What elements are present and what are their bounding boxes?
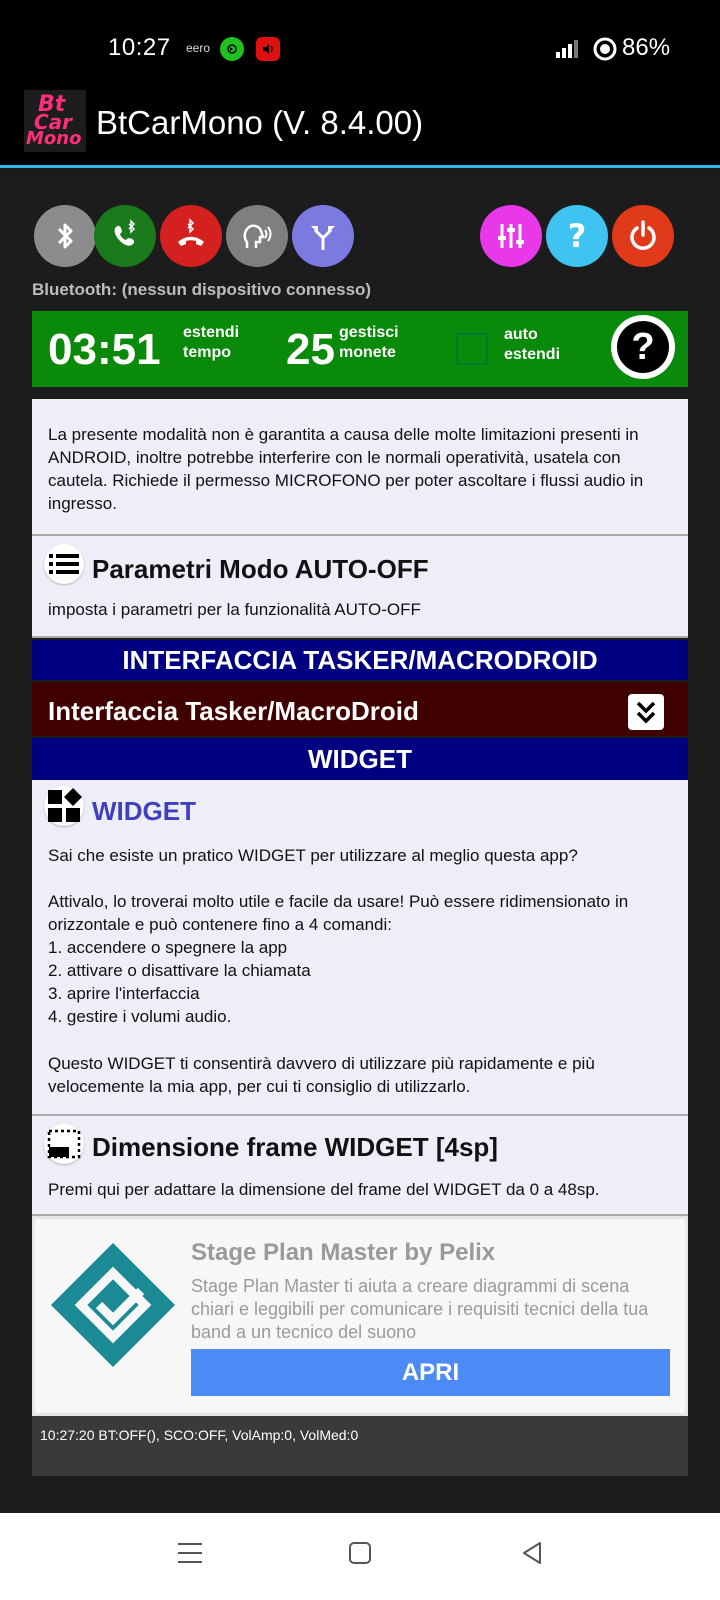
home-icon[interactable]	[348, 1541, 372, 1565]
app-bar	[0, 78, 720, 168]
svg-text:?: ?	[567, 218, 587, 254]
widget-recommendation: Questo WIDGET ti consentirà davvero di utilizzare più rapidamente e più velocemente la mia app, per cui ti consiglio di utilizzarlo.	[48, 1054, 595, 1096]
auto-extend-label: auto estendi	[504, 326, 561, 363]
log-text: 10:27:20 BT:OFF(), SCO:OFF, VolAmp:0, VolMed:0	[40, 1427, 359, 1443]
widget-description: Attivalo, lo troverai molto utile e facile da usare! Può essere ridimensionato in orizzontale e può contenere fino a 4 comandi:	[48, 892, 629, 934]
ad-banner[interactable]	[32, 1216, 688, 1416]
status-time: 10:27	[108, 34, 171, 61]
extend-time-button[interactable]: estendi tempo	[183, 324, 240, 361]
equalizer-icon	[493, 218, 529, 254]
system-nav-bar	[0, 1513, 720, 1600]
app-title: BtCarMono (V. 8.4.00)	[96, 104, 424, 141]
voice-button[interactable]	[226, 205, 288, 267]
battery-percent: 86%	[622, 34, 671, 61]
warning-panel	[32, 399, 688, 536]
timer-help-button[interactable]	[611, 315, 675, 379]
timer-bar	[32, 311, 688, 387]
widget-panel	[32, 780, 688, 1116]
tasker-interface-label: Interfaccia Tasker/MacroDroid	[48, 696, 419, 726]
log-bar	[32, 1416, 688, 1476]
question-icon	[559, 218, 595, 254]
bluetooth-icon	[47, 218, 83, 254]
power-button[interactable]	[612, 205, 674, 267]
phone-bluetooth-icon	[107, 218, 143, 254]
help-button[interactable]	[546, 205, 608, 267]
widget-section-header: WIDGET	[32, 738, 688, 780]
signal-icon	[556, 40, 580, 58]
status-network: eero	[186, 41, 211, 55]
status-bar	[0, 0, 720, 78]
menu-icon[interactable]	[176, 1541, 204, 1565]
frame-desc: Premi qui per adattare la dimensione del frame del WIDGET da 0 a 48sp.	[48, 1180, 600, 1199]
widget-intro: Sai che esiste un pratico WIDGET per utilizzare al meglio questa app?	[48, 846, 578, 865]
tasker-interface-row[interactable]	[32, 682, 688, 736]
sound-icon	[256, 37, 280, 61]
ad-description: Stage Plan Master ti aiuta a creare diagrammi di scena chiari e leggibili per comunicare i requisiti tecnici della tua band a un tecnico del suono	[191, 1276, 649, 1342]
call-active-icon	[220, 37, 244, 61]
widget-title: WIDGET	[92, 796, 196, 826]
bluetooth-status: Bluetooth: (nessun dispositivo connesso)	[32, 280, 372, 299]
auto-off-desc: imposta i parametri per la funzionalità AUTO-OFF	[48, 600, 421, 619]
list-icon	[44, 544, 84, 584]
frame-size-icon	[44, 1124, 84, 1164]
route-button[interactable]	[292, 205, 354, 267]
frame-title: Dimensione frame WIDGET [4sp]	[92, 1132, 498, 1162]
ad-title: Stage Plan Master by Pelix	[191, 1239, 496, 1266]
hangup-bluetooth-icon	[173, 218, 209, 254]
back-icon[interactable]	[520, 1541, 544, 1565]
remaining-time[interactable]: 03:51	[48, 325, 161, 374]
auto-off-title: Parametri Modo AUTO-OFF	[92, 554, 429, 584]
power-icon	[625, 218, 661, 254]
widget-item-4: 4. gestire i volumi audio.	[48, 1007, 232, 1026]
speaking-head-icon	[239, 218, 275, 254]
chevron-double-down-icon[interactable]	[628, 694, 664, 730]
bluetooth-button[interactable]	[34, 205, 96, 267]
route-split-icon	[305, 218, 341, 254]
widget-frame-panel[interactable]	[32, 1116, 688, 1216]
question-icon: ?	[617, 321, 669, 373]
auto-extend-checkbox[interactable]	[456, 333, 488, 365]
app-logo: Bt Car Mono	[24, 90, 86, 152]
battery-ring-icon	[592, 36, 618, 62]
widget-item-1: 1. accendere o spegnere la app	[48, 938, 288, 957]
app-logo-icon	[47, 1239, 179, 1371]
widget-item-3: 3. aprire l'interfaccia	[48, 984, 200, 1003]
call-button[interactable]	[94, 205, 156, 267]
widget-item-2: 2. attivare o disattivare la chiamata	[48, 961, 311, 980]
warning-text: La presente modalità non è garantita a causa delle molte limitazioni presenti in ANDROID, inoltre potrebbe interferire con le normali operatività, usatela con cautela. Richiede il permesso MICROFONO per poter ascoltare i flussi audio in ingresso.	[48, 425, 644, 513]
auto-off-panel[interactable]	[32, 536, 688, 638]
settings-button[interactable]	[480, 205, 542, 267]
manage-coins-button[interactable]: gestisci monete	[339, 324, 399, 361]
ad-open-button[interactable]: APRI	[191, 1349, 670, 1396]
tasker-section-header: INTERFACCIA TASKER/MACRODROID	[32, 640, 688, 680]
widgets-icon	[44, 786, 84, 826]
hangup-button[interactable]	[160, 205, 222, 267]
coins-count[interactable]: 25	[286, 325, 335, 374]
